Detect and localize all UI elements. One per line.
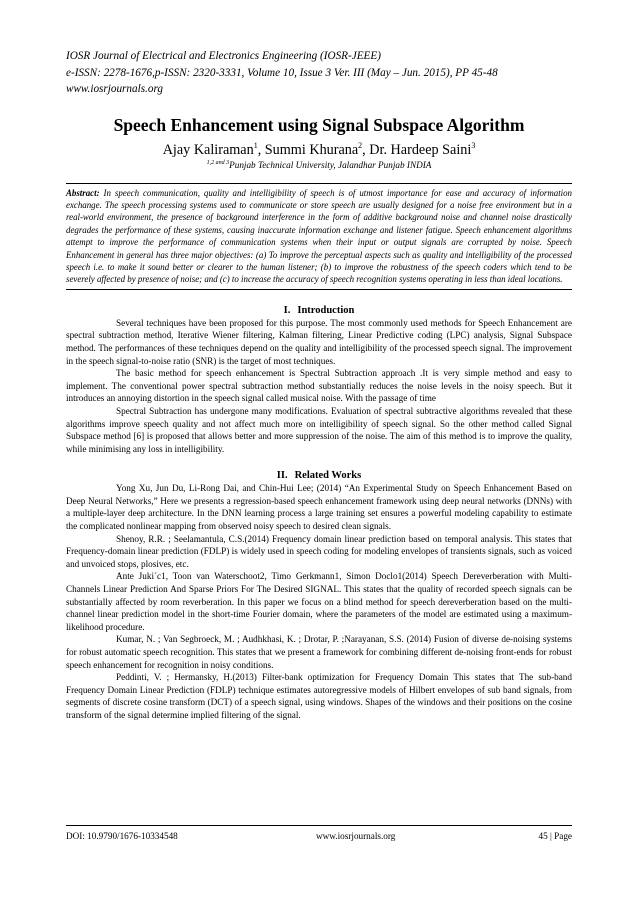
section-number: I. (283, 304, 291, 316)
journal-header (66, 48, 572, 98)
paragraph: Several techniques have been proposed for this purpose. The most commonly used methods for Speech Enhancement are spectral subtraction method, Iterative Wiener filtering, Kalman filtering, Linear Predictive coding (LPC) analysis, Signal Subspace method. The performances of these techniques depend on the quality and intelligibility of the processed speech signal. The improvement in the speech signal-to-noise ratio (SNR) is the target of most techniques. (66, 317, 572, 366)
author-list: Ajay Kaliraman$^1$, Summi Khurana$^2$, Dr. Hardeep Saini$^3$ (162, 140, 476, 158)
affiliation (66, 159, 572, 171)
footer-doi: DOI: 10.9790/1676-10334548 (66, 831, 178, 841)
section-number: II. (276, 470, 288, 482)
journal-name: IOSR Journal of Electrical and Electronics Engineering (IOSR-JEEE) (66, 50, 381, 62)
section-heading-related-works (66, 469, 572, 482)
section-title: Related Works (294, 470, 362, 482)
author-sup: 3 (471, 140, 476, 150)
abstract-text: In speech communication, quality and intelligibility of speech is of utmost importance for ease and accuracy of information exchange. The speech processing systems used to communicate or store speech are usually designed for a noise free environment but in a real-world environment, the presence of background interference in the form of additive background noise and channel noise drastically degrades the performance of these systems, causing inaccurate information exchange and listener fatigue. Speech enhancement algorithms attempt to improve the performance of communication systems when their input or output signals are corrupted by noise. Speech Enhancement in general has three major objectives: (a) To improve the perceptual aspects such as quality and intelligibility of the processed speech i.e. to make it sound better or clearer to the human listener; (b) to improve the robustness of the speech coders which tend to be severely affected by presence of noise; and (c) to increase the accuracy of speech recognition systems operating in less than ideal locations. (66, 187, 572, 285)
paragraph: Ante Juki´c1, Toon van Waterschoot2, Timo Gerkmann1, Simon Doclo1(2014) Speech Dereverberation with Multi-Channels Linear Prediction And Sparse Priors For The Desired SIGNAL. This states that the quality of recorded speech signals can be substantially affected by room reverberation. In this paper we focus on a blind method for speech dereverberation based on the multi-channel linear prediction model in the short-time Fourier domain, where the parameters of the model are estimated using a maximum-likelihood procedure. (66, 571, 572, 632)
paragraph: Peddinti, V. ; Hermansky, H.(2013) Filter-bank optimization for Frequency Domain This states that The sub-band Frequency Domain Linear Prediction (FDLP) technique estimates autoregressive models of Hilbert envelopes of sub band signals, from segments of discrete cosine transform (DCT) of a speech signal, using windows. Shapes of the windows and their positions on the cosine transform of the signal determine implied filtering of the signal. (66, 672, 572, 720)
abstract (66, 183, 572, 290)
paragraph: Spectral Subtraction has undergone many modifications. Evaluation of spectral subtractive algorithms revealed that these algorithms improve speech quality and not affect much more on intelligibility of speech signal. So the other method called Signal Subspace method [6] is proposed that allows better and more suppression of the noise. The aim of this method is to improve the quality, while minimising any loss in intelligibility. (66, 405, 572, 454)
author-sup: 1 (253, 140, 258, 150)
abstract-label: Abstract: (66, 187, 100, 198)
author-name: Dr. Hardeep Saini (369, 141, 472, 158)
author-name: Summi Khurana (264, 141, 359, 158)
paper-page (66, 48, 572, 722)
author-sup: 2 (358, 140, 363, 150)
journal-website: www.iosrjournals.org (66, 83, 163, 95)
footer-website: www.iosrjournals.org (316, 831, 396, 841)
paragraph: Yong Xu, Jun Du, Li-Rong Dai, and Chin-Hui Lee; (2014) “An Experimental Study on Speech Enhancement Based on Deep Neural Networks,” Here we presents a regression-based speech enhancement framework using deep neural networks (DNNs) with a multiple-layer deep architecture. In the DNN learning process a large training set ensures a powerful modeling capability to estimate the complicated nonlinear mapping from observed noisy speech to desired clean signals. (66, 483, 572, 532)
page-footer (66, 825, 572, 841)
paragraph: The basic method for speech enhancement is Spectral Subtraction approach .It is very simple method and easy to implement. The conventional power spectral subtraction method substantially reduces the noise levels in the noisy speech. But it introduces an annoying distortion in the speech signal called musical noise. With the passage of time (66, 368, 572, 404)
paper-title: Speech Enhancement using Signal Subspace Algorithm (113, 114, 525, 135)
paragraph: Shenoy, R.R. ; Seelamantula, C.S.(2014) Frequency domain linear prediction based on temporal analysis. This states that Frequency-domain linear prediction (FDLP) is widely used in speech coding for modeling envelopes of transients signals, such as voiced and unvoiced stops, plosives, etc. (66, 533, 572, 569)
issn-line: e-ISSN: 2278-1676,p-ISSN: 2320-3331, Volume 10, Issue 3 Ver. III (May – Jun. 2015), PP 45-48 (66, 66, 498, 79)
affiliation-text: Punjab Technical University, Jalandhar Punjab INDIA (229, 159, 432, 170)
paragraph: Kumar, N. ; Van Segbroeck, M. ; Audhkhasi, K. ; Drotar, P. ;Narayanan, S.S. (2014) Fusion of diverse de-noising systems for robust automatic speech recognition. This states that we present a framework for combining different de-noising front-ends for robust speech enhancement for recognition in noisy conditions. (66, 634, 572, 670)
footer-page-number: 45 | Page (538, 831, 572, 841)
affiliation-sup: 1,2 and 3 (206, 159, 230, 166)
section-heading-introduction (66, 304, 572, 317)
section-title: Introduction (297, 304, 355, 316)
author-name: Ajay Kaliraman (162, 141, 254, 158)
